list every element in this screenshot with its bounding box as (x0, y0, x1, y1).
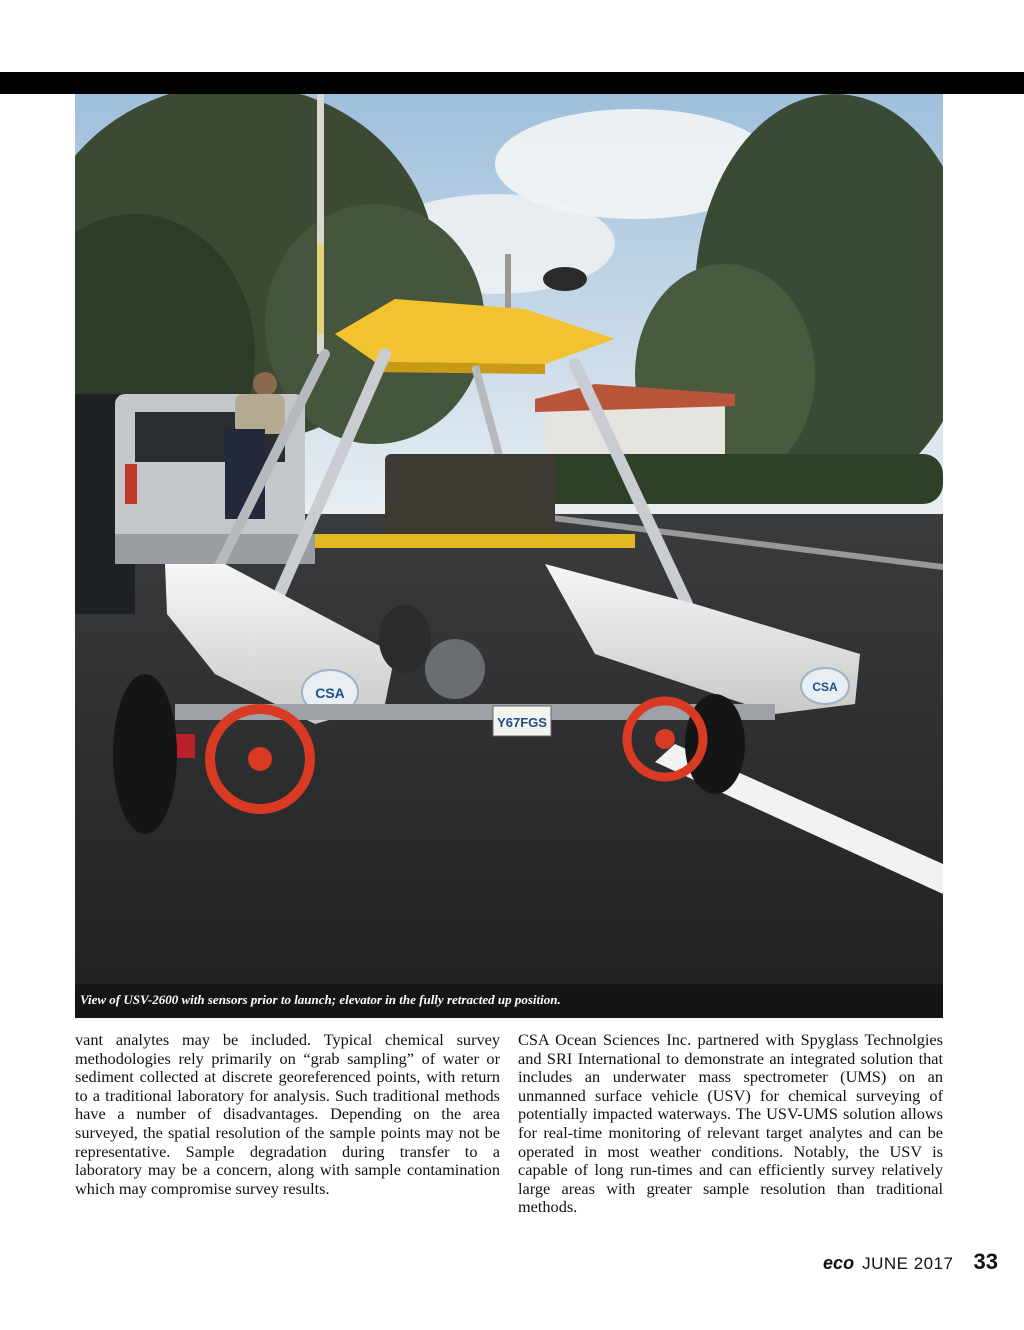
page-number: 33 (973, 1249, 998, 1274)
csa-logo-right: CSA (812, 680, 838, 694)
magazine-brand: eco (823, 1253, 855, 1273)
csa-logo-left: CSA (315, 685, 345, 701)
page-footer (823, 1249, 998, 1275)
body-text-right-column: CSA Ocean Sciences Inc. partnered with Spyglass Technolgies and SRI International to demonstrate an integrated solution that includes an underwater mass spectrometer (UMS) on an unmanned surface vehicle (USV) for chemical surveying of potentially impacted waterways. The USV-UMS solution allows for real-time monitoring of relevant target analytes and can be operated in most weather conditions. Notably, the USV is capable of long run-times and can efficiently survey relatively large areas with greater sample resolution than traditional methods. (518, 1030, 943, 1217)
body-text-left-column: vant analytes may be included. Typical chemical survey methodologies rely primarily on “grab sampling” of water or sediment collected at discrete georeferenced points, with return to a traditional laboratory for analysis. Such traditional methods have a number of disadvantages. Depending on the area surveyed, the spatial resolution of the sample points may not be representative. Sample degradation during transfer to a laboratory may be a concern, along with sample contamination which may compromise survey results. (75, 1030, 500, 1198)
header-bar (0, 72, 1024, 94)
issue-date: JUNE 2017 (862, 1254, 954, 1273)
photo-caption: View of USV-2600 with sensors prior to launch; elevator in the fully retracted up position. (80, 992, 561, 1007)
license-plate: Y67FGS (497, 715, 547, 730)
usv-photo (75, 94, 943, 1018)
